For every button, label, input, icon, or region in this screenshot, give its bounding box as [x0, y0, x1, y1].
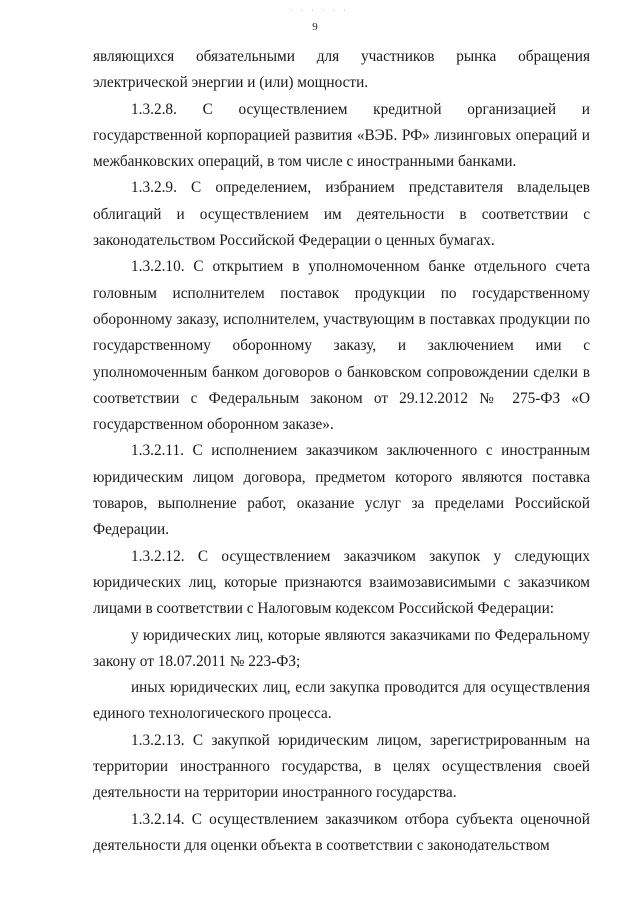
paragraph-1-3-2-13: 1.3.2.13. С закупкой юридическим лицом, зарегистрированным на территории иностранного государства, в целях осуществления своей деятельности на территории иностранного государства.	[93, 731, 590, 802]
paragraph-1-3-2-8: 1.3.2.8. С осуществлением кредитной организацией и государственной корпорацией развития «ВЭБ. РФ» лизинговых операций и межбанковских операций, в том числе с иностранными банками.	[93, 100, 590, 171]
paragraph-1-3-2-10: 1.3.2.10. С открытием в уполномоченном банке отдельного счета головным исполнителем поставок продукции по государственному оборонному заказу, исполнителем, участвующим в поставках продукции по государственному оборонному заказу, и заключением ими с уполномоченным банком договоров о банковском сопровождении сделки в соответствии с Федеральным законом от 29.12.2012 № 275-ФЗ «О государственном оборонном заказе».	[93, 258, 590, 434]
paragraph-list-item-2: иных юридических лиц, если закупка проводится для осуществления единого технологического процесса.	[93, 679, 590, 723]
paragraph-continuation: являющихся обязательными для участников рынка обращения электрической энергии и (или) мощности.	[93, 48, 590, 92]
paragraph-1-3-2-11: 1.3.2.11. С исполнением заказчиком заключенного с иностранным юридическим лицом договора, предметом которого являются поставка товаров, выполнение работ, оказание услуг за пределами Российской Федерации.	[93, 442, 590, 539]
paragraph-list-item-1: у юридических лиц, которые являются заказчиками по Федеральному закону от 18.07.2011 № 223-ФЗ;	[93, 626, 590, 670]
paragraph-1-3-2-9: 1.3.2.9. С определением, избранием представителя владельцев облигаций и осуществлением им деятельности в соответствии с законодательством Российской Федерации о ценных бумагах.	[93, 179, 590, 250]
document-body	[93, 44, 590, 859]
scan-artifact: · · · · · ·	[290, 6, 349, 15]
page-number: 9	[312, 21, 318, 33]
paragraph-1-3-2-14: 1.3.2.14. С осуществлением заказчиком отбора субъекта оценочной деятельности для оценки объекта в соответствии с законодательством	[93, 810, 590, 854]
paragraph-1-3-2-12: 1.3.2.12. С осуществлением заказчиком закупок у следующих юридических лиц, которые признаются взаимозависимыми с заказчиком лицами в соответствии с Налоговым кодексом Российской Федерации:	[93, 547, 590, 618]
